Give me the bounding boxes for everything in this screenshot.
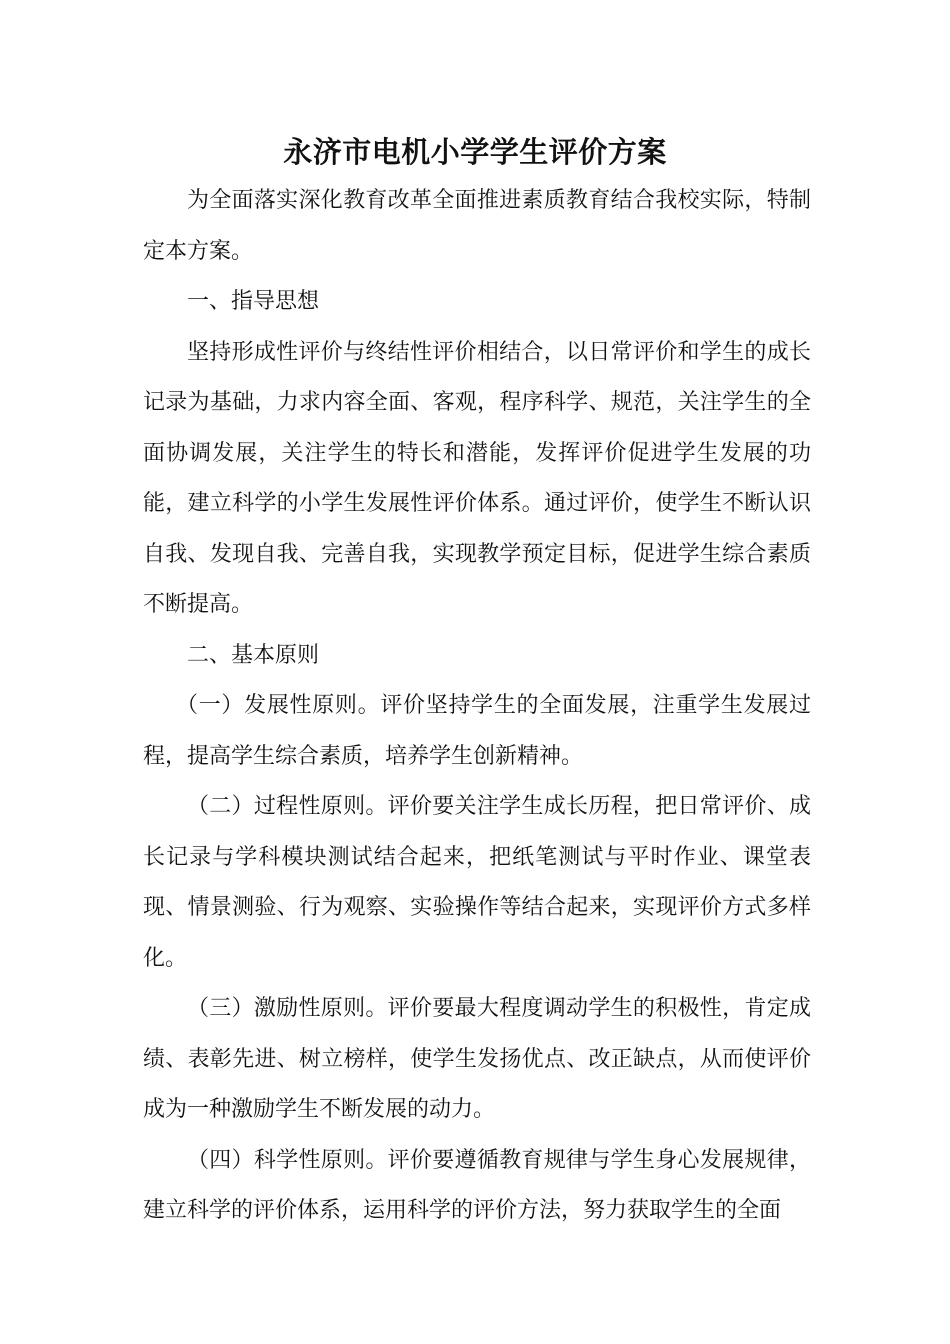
section-heading-guiding-ideology: 一、指导思想 (187, 289, 320, 314)
section-heading-basic-principles: 二、基本原则 (187, 642, 320, 668)
principle-incentive-paragraph: （三）激励性原则。评价要最大程度调动学生的积极性，肯定成绩、表彰先进、树立榜样，使学生发扬优点、改正缺点，从而使评价成为一种激励学生不断发展的动力。 (143, 996, 811, 1122)
principle-scientific-paragraph: （四）科学性原则。评价要遵循教育规律与学生身心发展规律，建立科学的评价体系，运用科学的评价方法，努力获取学生的全面 (143, 1147, 811, 1223)
principle-process-paragraph: （二）过程性原则。评价要关注学生成长历程，把日常评价、成长记录与学科模块测试结合起来，把纸笔测试与平时作业、课堂表现、情景测验、行为观察、实验操作等结合起来，实现评价方式多样化。 (143, 794, 811, 971)
intro-paragraph: 为全面落实深化教育改革全面推进素质教育结合我校实际，特制定本方案。 (143, 188, 811, 264)
document-body (143, 176, 811, 1237)
principle-development-paragraph: （一）发展性原则。评价坚持学生的全面发展，注重学生发展过程，提高学生综合素质，培养学生创新精神。 (143, 693, 811, 769)
document-title: 永济市电机小学学生评价方案 (283, 135, 667, 169)
guiding-ideology-paragraph: 坚持形成性评价与终结性评价相结合，以日常评价和学生的成长记录为基础，力求内容全面、客观，程序科学、规范，关注学生的全面协调发展，关注学生的特长和潜能，发挥评价促进学生发展的功能，建立科学的小学生发展性评价体系。通过评价，使学生不断认识自我、发现自我、完善自我，实现教学预定目标，促进学生综合素质不断提高。 (143, 339, 811, 617)
